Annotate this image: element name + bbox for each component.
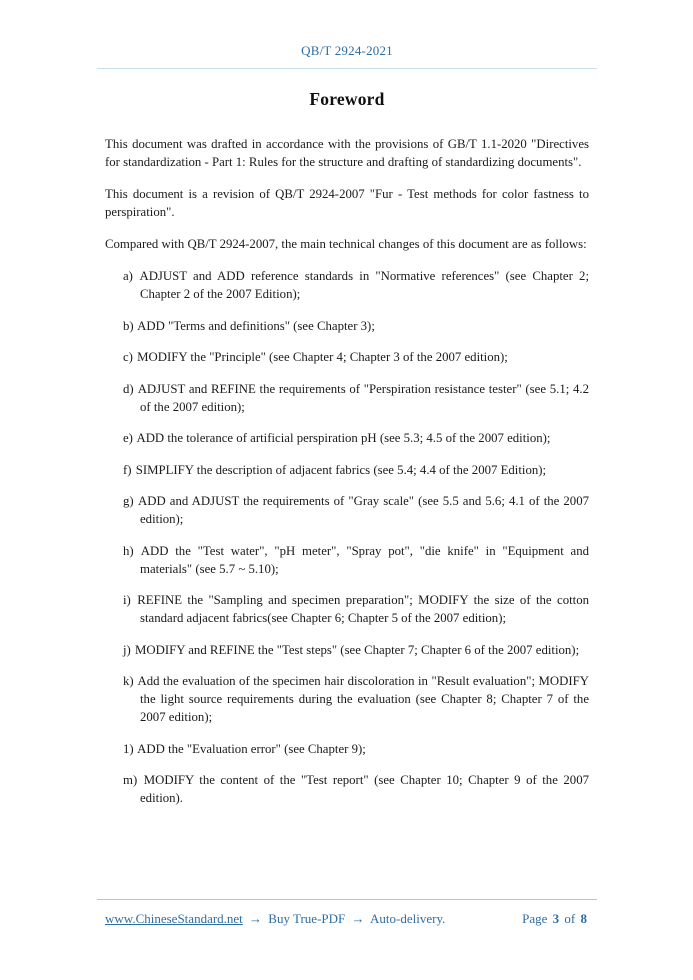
list-item [105, 429, 589, 447]
list-item-text: ADD the tolerance of artificial perspiration pH (see 5.3; 4.5 of the 2007 edition); [136, 431, 551, 445]
paragraph: This document was drafted in accordance with the provisions of GB/T 1.1-2020 "Directives for standardization - Part 1: Rules for the structure and drafting of standardizing documents". [105, 137, 589, 169]
list-item-text: ADD "Terms and definitions" (see Chapter 3); [137, 318, 375, 333]
list-item [105, 461, 589, 479]
list-item-label: k) [123, 674, 134, 688]
list-item [105, 267, 589, 303]
current-page-number: 3 [552, 911, 560, 926]
page-label: Page [522, 911, 548, 926]
list-item-label: 1) [123, 741, 134, 756]
list-item [105, 542, 589, 578]
list-item [105, 348, 589, 366]
list-item-text: MODIFY and REFINE the "Test steps" (see Chapter 7; Chapter 6 of the 2007 edition); [135, 642, 580, 657]
list-item-label: m) [123, 773, 138, 787]
list-item-label: h) [123, 543, 134, 558]
list-item [105, 771, 589, 807]
list-item-label: c) [123, 350, 133, 364]
list-item [105, 672, 589, 726]
arrow-icon: → [249, 911, 263, 926]
footer-step-buy: Buy True-PDF [268, 911, 346, 926]
website-link[interactable]: www.ChineseStandard.net [105, 911, 243, 926]
list-item [105, 380, 589, 416]
page-title: Foreword [309, 89, 385, 109]
list-item-text: Add the evaluation of the specimen hair discoloration in "Result evaluation"; MODIFY the light source requirements during the evaluation (see Chapter 8; Chapter 7 of the 2007 edition); [137, 674, 590, 724]
list-item-label: j) [123, 642, 131, 657]
list-item [105, 591, 589, 627]
list-item-text: MODIFY the "Principle" (see Chapter 4; Chapter 3 of the 2007 edition); [137, 350, 508, 364]
document-body [97, 135, 597, 807]
list-item-text: MODIFY the content of the "Test report" (see Chapter 10; Chapter 9 of the 2007 edition). [140, 773, 589, 805]
header-divider [97, 68, 597, 69]
arrow-icon: → [351, 911, 365, 926]
footer-step-delivery: Auto-delivery. [370, 911, 446, 926]
list-item [105, 492, 589, 528]
total-page-number: 8 [580, 911, 587, 926]
list-item [105, 641, 589, 659]
page-footer [97, 899, 597, 927]
document-number-header: QB/T 2924-2021 [301, 43, 393, 58]
list-item-label: d) [123, 381, 134, 396]
list-item-text: ADJUST and ADD reference standards in "Normative references" (see Chapter 2; Chapter 2 of the 2007 Edition); [139, 269, 589, 301]
paragraph: Compared with QB/T 2924-2007, the main technical changes of this document are as follows: [105, 237, 587, 251]
footer-row [97, 900, 597, 927]
list-item-text: ADD the "Evaluation error" (see Chapter 9); [137, 741, 366, 756]
list-item-text: ADD the "Test water", "pH meter", "Spray pot", "die knife" in "Equipment and materials" (see 5.7 ~ 5.10); [140, 543, 589, 576]
footer-promo [105, 911, 445, 927]
technical-changes-list [105, 267, 589, 807]
list-item-label: i) [123, 593, 131, 607]
list-item [105, 317, 589, 335]
list-item-label: a) [123, 269, 133, 283]
of-label: of [564, 911, 576, 926]
list-item [105, 740, 589, 758]
list-item-text: SIMPLIFY the description of adjacent fabrics (see 5.4; 4.4 of the 2007 Edition); [135, 462, 547, 477]
list-item-label: f) [123, 462, 132, 477]
list-item-label: b) [123, 318, 134, 333]
page-content [97, 0, 597, 807]
list-item-label: g) [123, 494, 134, 508]
list-item-text: ADD and ADJUST the requirements of "Gray scale" (see 5.5 and 5.6; 4.1 of the 2007 edition); [138, 494, 589, 526]
page-indicator [522, 911, 589, 927]
paragraph: This document is a revision of QB/T 2924-2007 "Fur - Test methods for color fastness to perspiration". [105, 187, 589, 219]
list-item-label: e) [123, 431, 133, 445]
list-item-text: REFINE the "Sampling and specimen preparation"; MODIFY the size of the cotton standard adjacent fabrics(see Chapter 6; Chapter 5 of the 2007 edition); [137, 593, 589, 625]
list-item-text: ADJUST and REFINE the requirements of "Perspiration resistance tester" (see 5.1; 4.2 of the 2007 edition); [137, 381, 589, 414]
